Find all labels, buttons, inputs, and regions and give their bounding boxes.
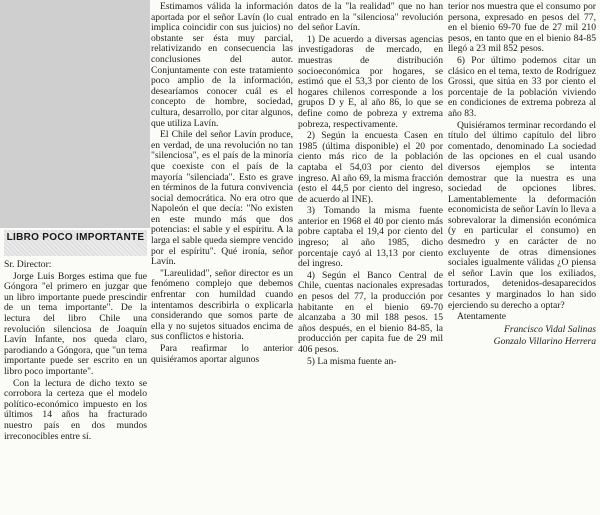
paragraph: 6) Por último podemos citar un clásico en el tema, texto de Rodríguez Grossi, que sitúa en 33 por ciento el porcentaje de la población viviendo en condiciones de extrema pobreza al año 83. xyxy=(448,54,596,119)
paragraph: Jorge Luis Borges estima que fue Góngora "el primero en juzgar que un libro importante puede prescindir de un tema importante". De la lectura del libro Chile una revolución silenciosa de Joaquín Lavín Infante, nos queda claro, parodiando a Góngora, que "un tema importante puede ser escrito en un libro poco importante". xyxy=(4,270,147,377)
signature-1: Francisco Vidal Salinas xyxy=(503,323,596,335)
signature-2: Gonzalo Villarino Herrera xyxy=(493,336,596,348)
paragraph: Estimamos válida la información aportada por el señor Lavín (lo cual implica coincidir con sus juicios) no obstante ser ésta muy parcial, relativizando en consecuencia las conclusiones del autor. Conjuntamente con este tratamiento poco amplio de la información, desearíamos conocer cuál es el concepto de hombre, sociedad, cultura, desarrollo, por citar algunos, que utiliza Lavín. xyxy=(151,2,293,129)
paragraph: 3) Tomando la misma fuente anterior en 1968 el 40 por ciento más pobre captaba el 19,4 por ciento del ingreso; al año 1985, dicho porcentaje cayó al 13,13 por ciento del ingreso. xyxy=(298,205,443,270)
column-4 xyxy=(448,2,596,515)
paragraph: 2) Según la encuesta Casen en 1985 (última disponible) el 20 por ciento más rico de la población captaba el 54,03 por ciento del ingreso. Al año 69, la misma fracción (esto el 44,5 por ciento del ingreso, de acuerdo al INE). xyxy=(298,130,443,205)
paragraph: El Chile del señor Lavín produce, en verdad, de una revolución no tan "silenciosa", es el país de la minoría que coexiste con el país de la mayoría "silenciada". Esto es grave en términos de la futura convivencia social democrática. No era otro que Napoleón el que decía: "No existen en este mundo más que dos potencias: el sable y el espíritu. A la larga el sable queda siempre vencido por el espíritu". Qué ironía, señor Lavín. xyxy=(151,129,293,268)
paragraph: Para reafirmar lo anterior quisiéramos aportar algunos xyxy=(151,343,293,365)
paragraph: Con la lectura de dicho texto se corrobora la certeza que el modelo político-económico impuesto en los últimos 14 años ha fracturado nuestro país en dos mundos irreconocibles entre sí. xyxy=(4,377,147,442)
paragraph: 5) La misma fuente an- xyxy=(307,355,397,367)
paragraph: "Lareulidad", señor director es un fenómeno complejo que debemos enfrentar con humildad cuando intentamos describirla o explicarla considerando que somos parte de ella y no sujetos situados encima de sus conflictos e historia. xyxy=(151,267,293,343)
paragraph: datos de la "la realidad" que no han entrado en la "silenciosa" revolución del señor Lavín. xyxy=(298,2,443,34)
column-1 xyxy=(4,238,147,515)
closing: Atentamente xyxy=(457,311,507,323)
paragraph: terior nos muestra que el consumo por persona, expresado en pesos del 77, en el bienio 69-70 fue de 27 mil 210 pesos, en tanto que en el bienio 84-85 llegó a 23 mil 852 pesos. xyxy=(448,2,596,55)
headline: LIBRO POCO IMPORTANTE xyxy=(4,230,147,256)
paragraph: Quisiéramos terminar recordando el título del último capítulo del libro comentado, denominado La sociedad de las opciones en el cual usando diversos ejemplos se intenta demostrar que la nuestra es una sociedad de opciones libres. Lamentablemente la deformación economicista de señor Lavín lo lleva a sobrevalorar la dimensión económica (y en particular el consumo) en desmedro y en carácter de no excluyente de otras dimensiones sociales igualmente válidas ¿O piensa el señor Lavín que los exiliados, torturados, detenidos-desaparecidos cesantes y marginados lo han sido ejerciendo su derecho a optar? xyxy=(448,119,596,311)
salutation: Sr. Director: xyxy=(4,259,52,270)
column-3 xyxy=(298,2,443,515)
paragraph: 1) De acuerdo a diversas agencias investigadoras de mercado, en muestras de distribución socioeconómica por hogares, se estimó que el 53,3 por ciento de los hogares chilenos corresponde a los grupos D y E, al año 86, lo que se define como de pobreza y extrema pobreza, respectivamente. xyxy=(298,33,443,130)
image-placeholder xyxy=(0,0,150,228)
column-2 xyxy=(151,2,293,515)
paragraph: 4) Según el Banco Central de Chile, cuentas nacionales expresadas en pesos del 77, la producción por habitante en el bienio 69-70 alcanzaba a 30 mil 188 pesos. 15 años después, en el bienio 84-85, la producción per capita fue de 29 mil 406 pesos. xyxy=(298,269,443,355)
